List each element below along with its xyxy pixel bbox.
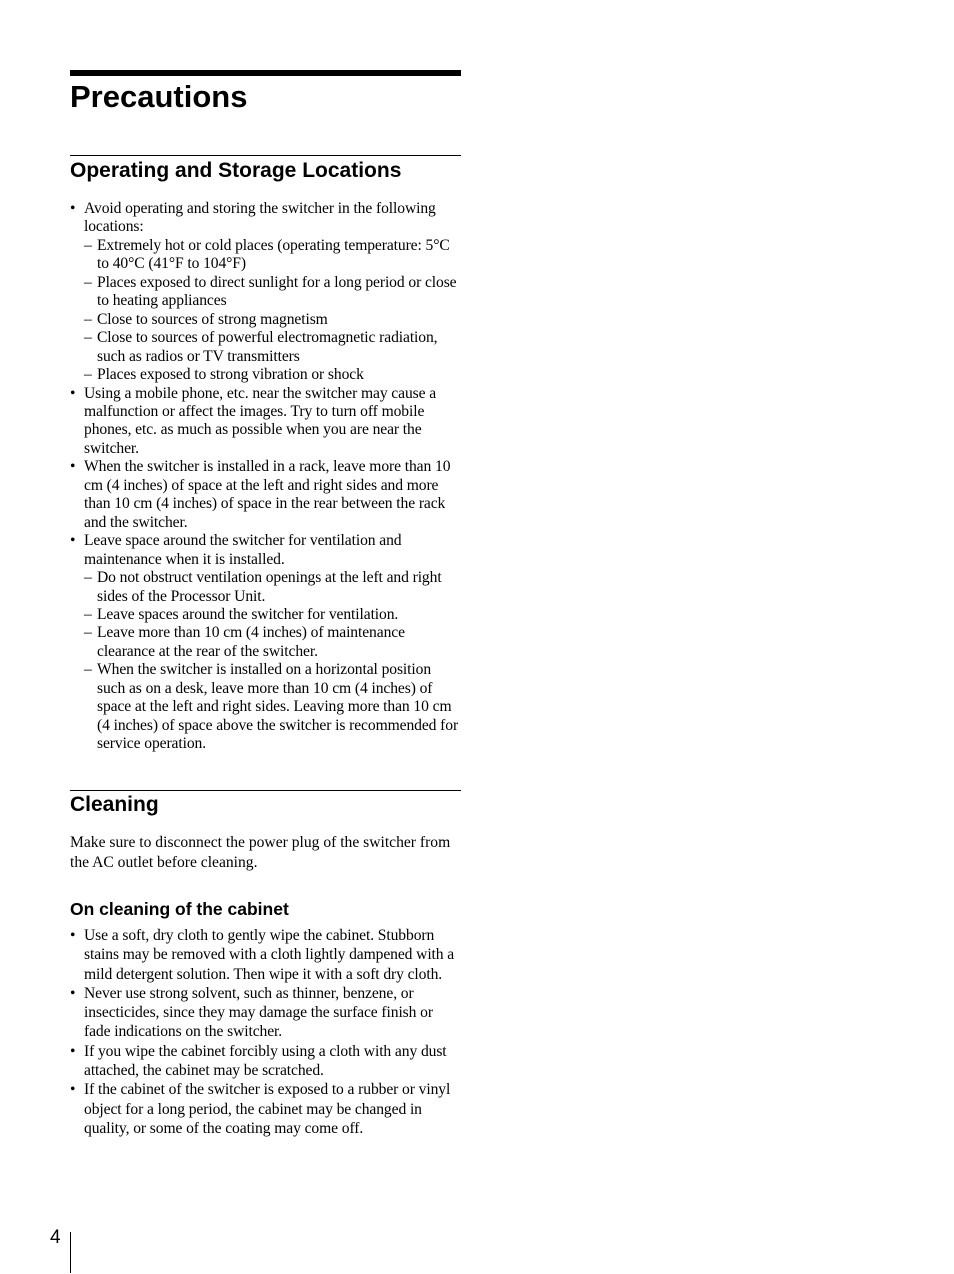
list-item: – Close to sources of powerful electromagnetic radiation, such as radios or TV transmitters — [70, 329, 461, 366]
operating-list — [70, 200, 461, 754]
list-item: – Leave spaces around the switcher for ventilation. — [70, 606, 461, 624]
list-item: • Use a soft, dry cloth to gently wipe the cabinet. Stubborn stains may be removed with a cloth lightly dampened with a mild detergent solution. Then wipe it with a soft dry cloth. — [70, 926, 461, 984]
subheading-cabinet: On cleaning of the cabinet — [70, 899, 289, 919]
cleaning-intro-block — [70, 833, 461, 872]
list-item: • Never use strong solvent, such as thinner, benzene, or insecticides, since they may damage the surface finish or fade indications on the switcher. — [70, 984, 461, 1042]
page-number-rule — [70, 1232, 71, 1273]
list-item: • If the cabinet of the switcher is exposed to a rubber or vinyl object for a long period, the cabinet may be changed in quality, or some of the coating may come off. — [70, 1080, 461, 1138]
list-item: – Extremely hot or cold places (operating temperature: 5°C to 40°C (41°F to 104°F) — [70, 237, 461, 274]
list-item: – Do not obstruct ventilation openings at the left and right sides of the Processor Unit. — [70, 569, 461, 606]
list-item: • Using a mobile phone, etc. near the switcher may cause a malfunction or affect the images. Try to turn off mobile phones, etc. as much as possible when you are near the switcher. — [70, 385, 461, 459]
section-heading-operating: Operating and Storage Locations — [70, 159, 402, 182]
list-item: – Leave more than 10 cm (4 inches) of maintenance clearance at the rear of the switcher. — [70, 624, 461, 661]
list-item: • When the switcher is installed in a rack, leave more than 10 cm (4 inches) of space at the left and right sides and more than 10 cm (4 inches) of space in the rear between the rack and the switcher. — [70, 458, 461, 532]
list-item: – Places exposed to strong vibration or shock — [70, 366, 461, 384]
section-rule-cleaning — [70, 790, 461, 791]
page-number: 4 — [50, 1227, 61, 1248]
list-item: • If you wipe the cabinet forcibly using a cloth with any dust attached, the cabinet may be scratched. — [70, 1042, 461, 1081]
list-item: – When the switcher is installed on a horizontal position such as on a desk, leave more than 10 cm (4 inches) of space at the left and right sides. Leaving more than 10 cm (4 inches) of space above the switcher is recommended for service operation. — [70, 661, 461, 753]
list-item: – Close to sources of strong magnetism — [70, 311, 461, 329]
list-item: – Places exposed to direct sunlight for a long period or close to heating appliances — [70, 274, 461, 311]
cleaning-list — [70, 926, 461, 1138]
list-item: • Avoid operating and storing the switcher in the following locations: — [70, 200, 461, 237]
cleaning-intro: Make sure to disconnect the power plug of the switcher from the AC outlet before cleaning. — [70, 834, 451, 871]
page-title: Precautions — [70, 79, 248, 114]
list-item: • Leave space around the switcher for ventilation and maintenance when it is installed. — [70, 532, 461, 569]
section-heading-cleaning: Cleaning — [70, 793, 159, 816]
section-rule-operating — [70, 155, 461, 156]
title-rule — [70, 70, 461, 76]
